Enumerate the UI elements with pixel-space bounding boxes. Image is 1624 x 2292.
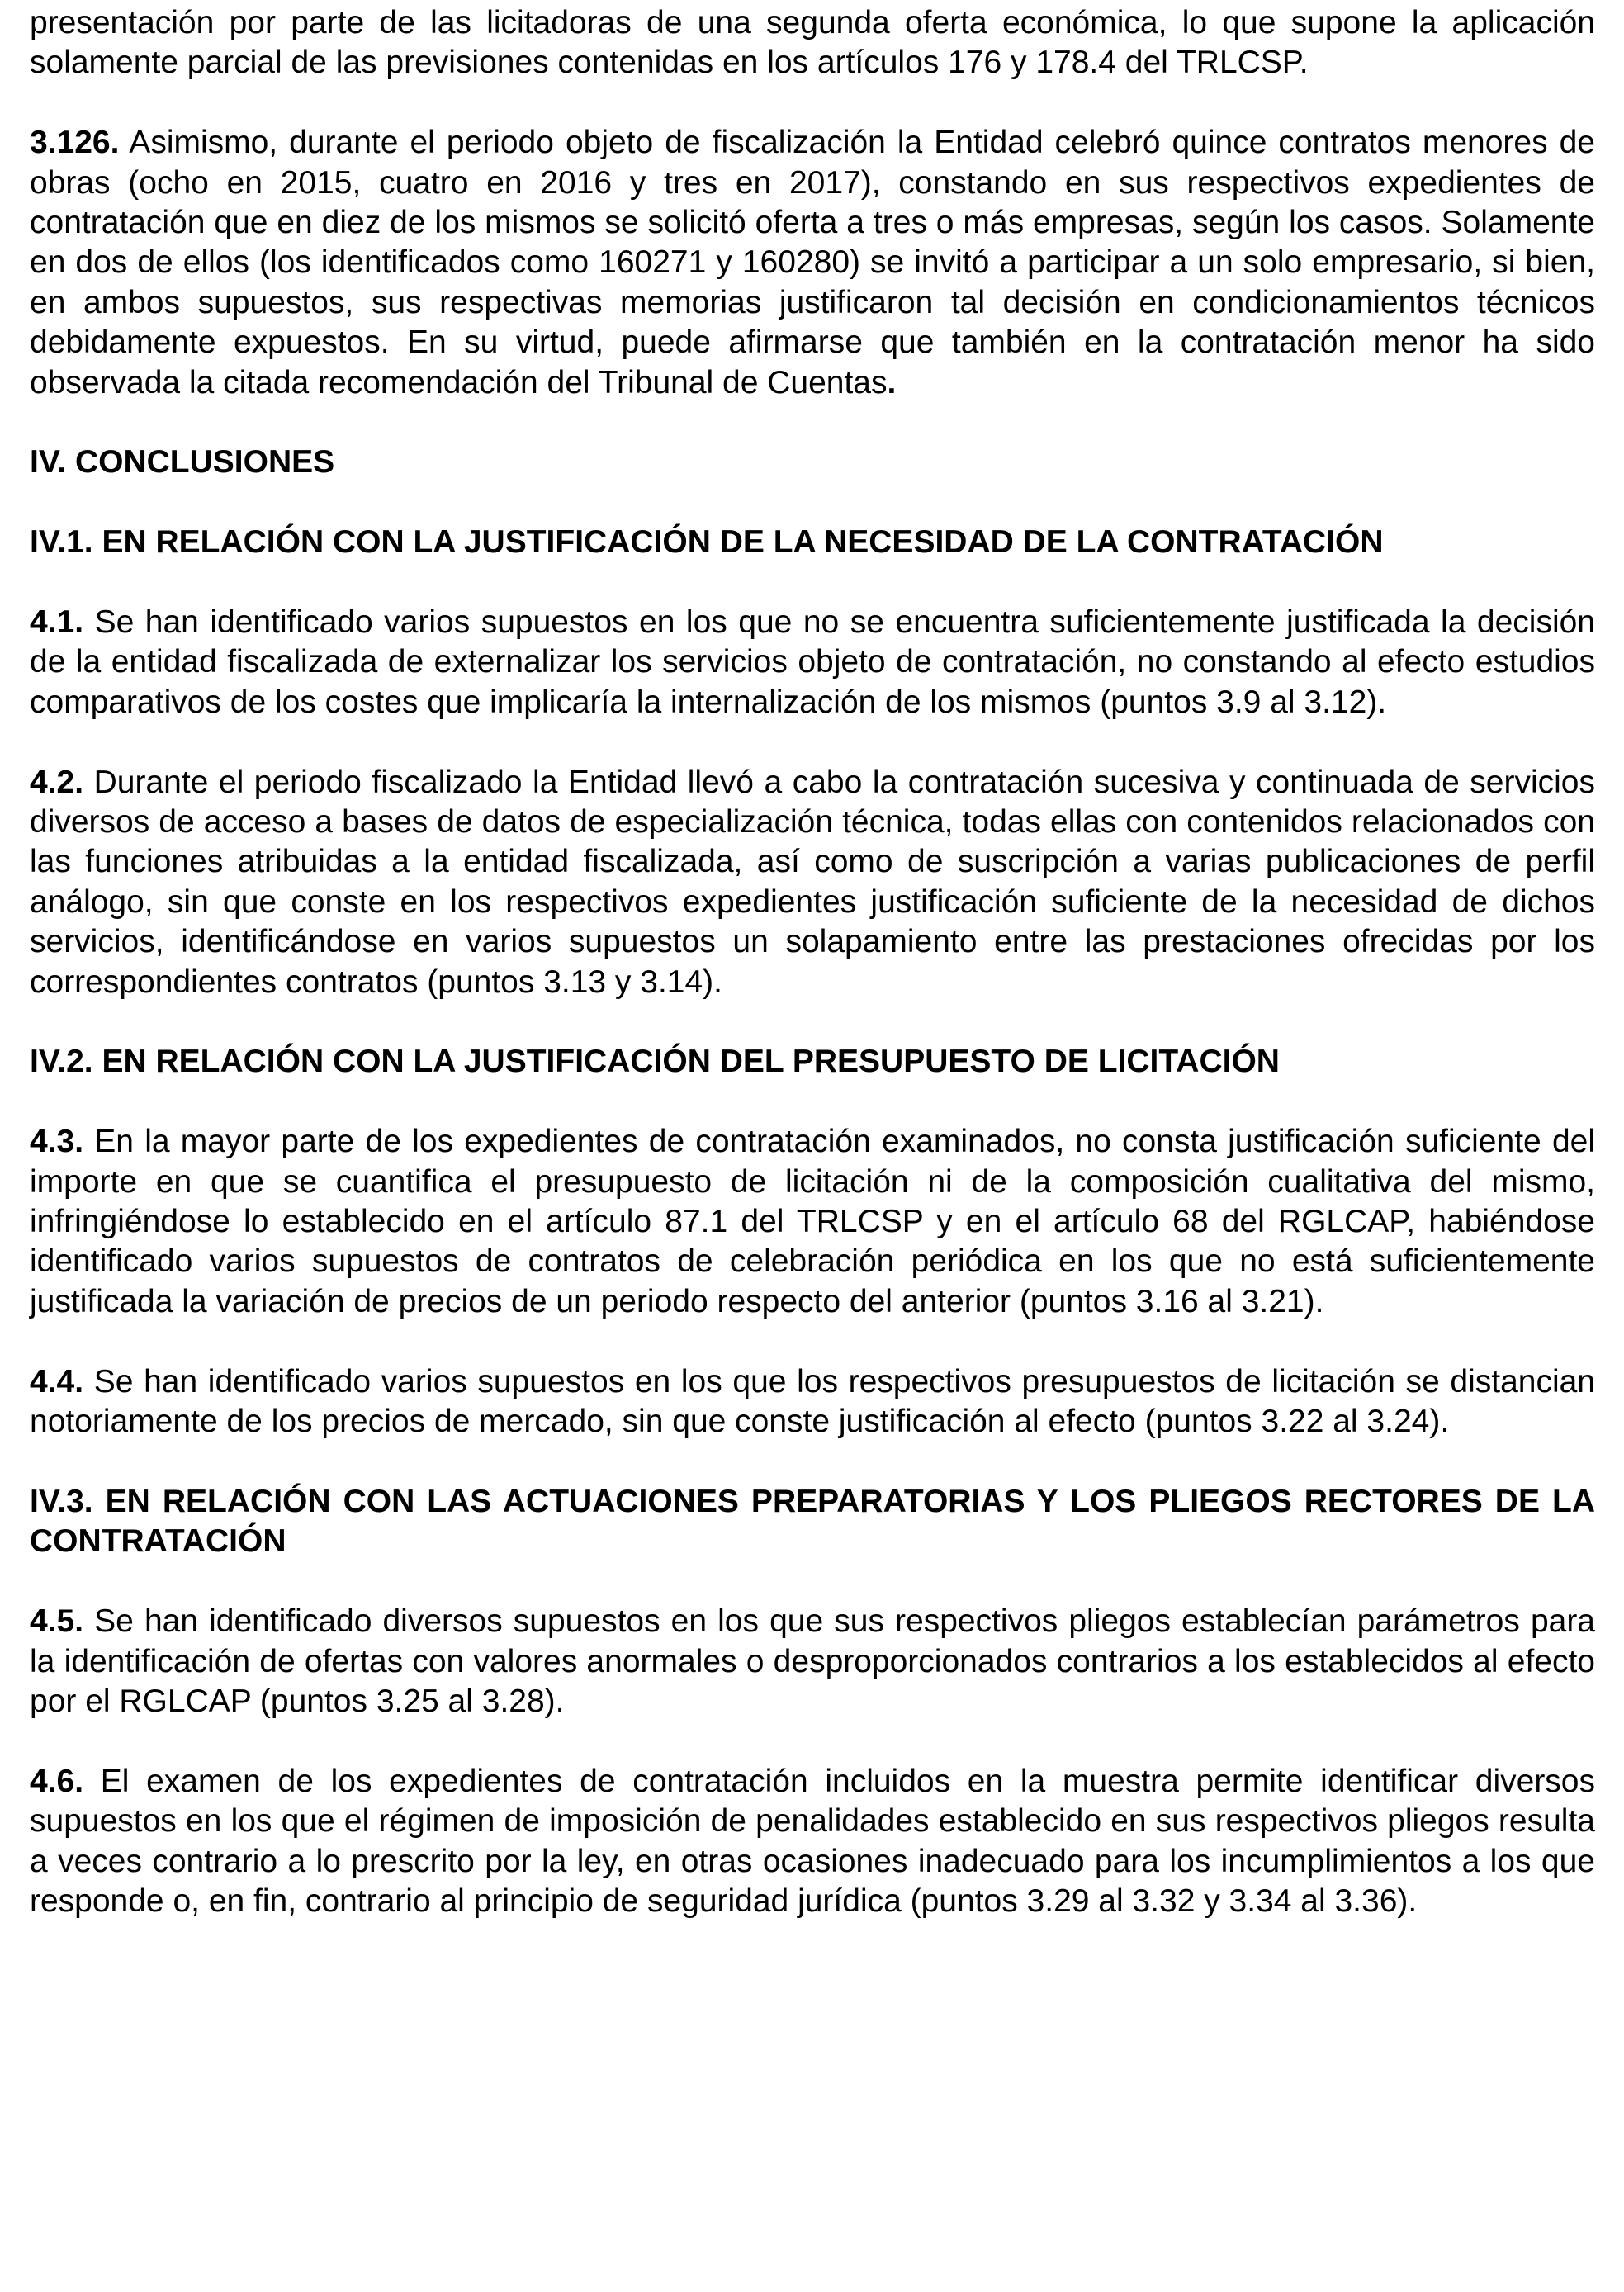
paragraph-3-126 <box>30 123 1595 403</box>
paragraph-text: En la mayor parte de los expedientes de contratación examinados, no consta justificación suficiente del importe en que se cuantifica el presupuesto de licitación ni de la composición cualitativa del mismo, infringiéndose lo establecido en el artículo 87.1 del TRLCSP y en el artículo 68 del RGLCAP, habiéndose identificado varios supuestos de contratos de celebración periódica en los que no está suficientemente justificada la variación de precios de un periodo respecto del anterior (puntos 3.16 al 3.21). <box>30 1124 1595 1319</box>
paragraph-text: Se han identificado diversos supuestos en los que sus respectivos pliegos establecían parámetros para la identificación de ofertas con valores anormales o desproporcionados contrarios a los establecidos al efecto por el RGLCAP (puntos 3.25 al 3.28). <box>30 1603 1595 1719</box>
paragraph-4-6 <box>30 1762 1595 1922</box>
paragraph-number: 4.5. <box>30 1603 84 1640</box>
subsection-heading-iv1: IV.1. EN RELACIÓN CON LA JUSTIFICACIÓN DE LA NECESIDAD DE LA CONTRATACIÓN <box>30 524 1384 561</box>
paragraph-4-1 <box>30 603 1595 722</box>
paragraph-number: 4.4. <box>30 1363 84 1399</box>
section-heading-conclusiones: IV. CONCLUSIONES <box>30 444 335 481</box>
intro-paragraph: presentación por parte de las licitadoras de una segunda oferta económica, lo que supone la aplicación solamente parcial de las previsiones contenidas en los artículos 176 y 178.4 del TRLCSP. <box>30 5 1595 81</box>
paragraph-number: 4.2. <box>30 764 84 800</box>
paragraph-4-2 <box>30 763 1595 1002</box>
paragraph-text: Durante el periodo fiscalizado la Entidad llevó a cabo la contratación sucesiva y continuada de servicios diversos de acceso a bases de datos de especialización técnica, todas ellas con contenidos relacionados con las funciones atribuidas a la entidad fiscalizada, así como de suscripción a varias publicaciones de perfil análogo, sin que conste en los respectivos expedientes justificación suficiente de la necesidad de dichos servicios, identificándose en varios supuestos un solapamiento entre las prestaciones ofrecidas por los correspondientes contratos (puntos 3.13 y 3.14). <box>30 764 1595 1000</box>
subsection-heading-iv3: IV.3. EN RELACIÓN CON LAS ACTUACIONES PREPARATORIAS Y LOS PLIEGOS RECTORES DE LA CONTRATACIÓN <box>30 1483 1595 1560</box>
document-page <box>30 3 1595 1921</box>
paragraph-text: Se han identificado varios supuestos en los que los respectivos presupuestos de licitación se distancian notoriamente de los precios de mercado, sin que conste justificación al efecto (puntos 3.22 al 3.24). <box>30 1363 1595 1440</box>
subsection-heading-iv2: IV.2. EN RELACIÓN CON LA JUSTIFICACIÓN DEL PRESUPUESTO DE LICITACIÓN <box>30 1044 1280 1080</box>
paragraph-text: Se han identificado varios supuestos en los que no se encuentra suficientemente justificada la decisión de la entidad fiscalizada de externalizar los servicios objeto de contratación, no constando al efecto estudios comparativos de los costes que implicaría la internalización de los mismos (puntos 3.9 al 3.12). <box>30 604 1595 720</box>
paragraph-text: Asimismo, durante el periodo objeto de fiscalización la Entidad celebró quince contratos menores de obras (ocho en 2015, cuatro en 2016 y tres en 2017), constando en sus respectivos expedientes de contratación que en diez de los mismos se solicitó oferta a tres o más empresas, según los casos. Solamente en dos de ellos (los identificados como 160271 y 160280) se invitó a participar a un solo empresario, si bien, en ambos supuestos, sus respectivas memorias justificaron tal decisión en condicionamientos técnicos debidamente expuestos. En su virtud, puede afirmarse que también en la contratación menor ha sido observada la citada recomendación del Tribunal de Cuentas <box>30 125 1595 400</box>
paragraph-end-mark: . <box>887 364 897 400</box>
paragraph-4-4 <box>30 1362 1595 1442</box>
paragraph-text: El examen de los expedientes de contratación incluidos en la muestra permite identificar diversos supuestos en los que el régimen de imposición de penalidades establecido en sus respectivos pliegos resulta a veces contrario a lo prescrito por la ley, en otras ocasiones inadecuado para los incumplimientos a los que responde o, en fin, contrario al principio de seguridad jurídica (puntos 3.29 al 3.32 y 3.34 al 3.36). <box>30 1763 1595 1919</box>
paragraph-number: 3.126. <box>30 125 120 161</box>
paragraph-number: 4.1. <box>30 604 84 641</box>
paragraph-4-3 <box>30 1122 1595 1322</box>
paragraph-number: 4.6. <box>30 1763 84 1799</box>
paragraph-4-5 <box>30 1602 1595 1721</box>
paragraph-number: 4.3. <box>30 1124 84 1160</box>
